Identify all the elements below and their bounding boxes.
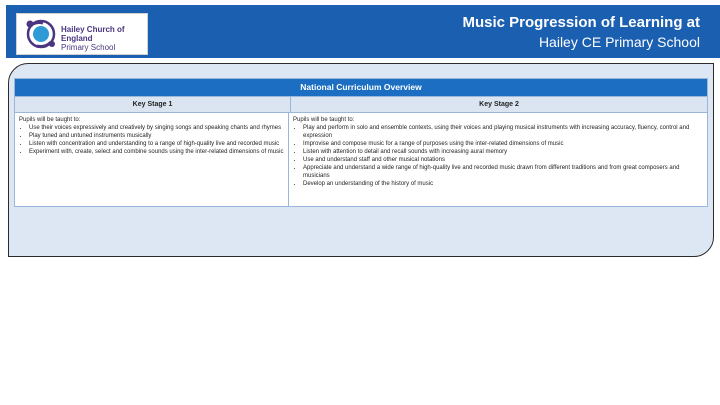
column-heading-ks2: Key Stage 2 <box>291 97 708 113</box>
list-item: • Listen with concentration and understanding to a range of high-quality live and recorded music <box>29 140 284 148</box>
list-item: • Play tuned and untuned instruments musically <box>29 132 284 140</box>
list-item: • Use their voices expressively and creatively by singing songs and speaking chants and rhymes <box>29 124 284 132</box>
page-title <box>462 13 700 52</box>
table-column-headers <box>14 97 708 113</box>
school-name <box>61 25 147 52</box>
header-banner <box>6 5 720 58</box>
list-item: • Improvise and compose music for a range of purposes using the inter-related dimensions of music <box>303 140 703 148</box>
cell-intro: Pupils will be taught to: <box>293 117 355 123</box>
table-row <box>14 113 708 207</box>
school-name-line2: Primary School <box>61 43 116 52</box>
curriculum-table <box>14 78 708 207</box>
school-name-line1: Hailey Church of England <box>61 25 125 43</box>
bullet-list <box>19 124 284 156</box>
list-item: • Listen with attention to detail and recall sounds with increasing aural memory <box>303 148 703 156</box>
school-crest-icon <box>21 17 59 51</box>
list-item: • Use and understand staff and other musical notations <box>303 156 703 164</box>
list-item: • Develop an understanding of the history of music <box>303 180 703 188</box>
bullet-list <box>293 124 703 188</box>
cell-ks2 <box>289 113 708 207</box>
list-item: • Play and perform in solo and ensemble contexts, using their voices and playing musical instruments with increasing accuracy, fluency, control and expression <box>303 124 703 140</box>
list-item: • Appreciate and understand a wide range of high-quality live and recorded music drawn from different traditions and from great composers and musicians <box>303 164 703 180</box>
column-heading-ks1: Key Stage 1 <box>14 97 291 113</box>
cell-ks1 <box>14 113 289 207</box>
cell-intro: Pupils will be taught to: <box>19 117 81 123</box>
list-item: • Experiment with, create, select and combine sounds using the inter-related dimensions of music <box>29 148 284 156</box>
page-title-line2: Hailey CE Primary School <box>538 34 700 50</box>
page-title-line1: Music Progression of Learning at <box>462 14 700 31</box>
content-panel <box>8 63 714 257</box>
school-logo <box>16 13 148 55</box>
table-title: National Curriculum Overview <box>14 78 708 97</box>
